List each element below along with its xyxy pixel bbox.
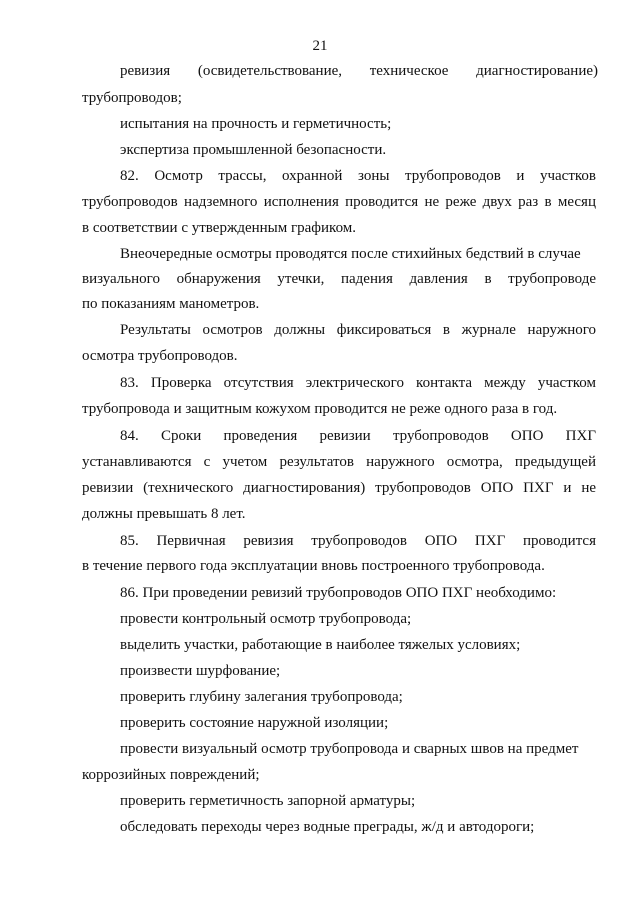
text-line: обследовать переходы через водные преграды, ж/д и автодороги; [120,819,535,835]
text-line: трубопроводов надземного исполнения проводится не реже двух раз в месяц [82,194,596,210]
text-line: 82. Осмотр трассы, охранной зоны трубопроводов и участков [120,168,596,184]
text-line: трубопроводов; [82,90,182,106]
text-line: 86. При проведении ревизий трубопроводов ОПО ПХГ необходимо: [120,585,557,601]
text-line: по показаниям манометров. [82,296,260,312]
page-number: 21 [312,38,328,54]
text-line: Внеочередные осмотры проводятся после стихийных бедствий в случае [120,246,581,262]
text-line: устанавливаются с учетом результатов наружного осмотра, предыдущей [82,454,596,470]
text-line: осмотра трубопроводов. [82,348,238,364]
text-line: ревизия (освидетельствование, техническое диагностирование) [120,63,598,79]
text-line: проверить состояние наружной изоляции; [120,715,389,731]
text-line: 85. Первичная ревизия трубопроводов ОПО ПХГ проводится [120,533,596,549]
text-line: 83. Проверка отсутствия электрического контакта между участком [120,375,596,391]
text-line: провести визуальный осмотр трубопровода и сварных швов на предмет [120,741,579,757]
text-line: в течение первого года эксплуатации вновь построенного трубопровода. [82,558,545,574]
text-line: провести контрольный осмотр трубопровода; [120,611,412,627]
text-line: экспертиза промышленной безопасности. [120,142,387,158]
text-line: 84. Сроки проведения ревизии трубопроводов ОПО ПХГ [120,428,596,444]
text-line: коррозийных повреждений; [82,767,260,783]
text-line: испытания на прочность и герметичность; [120,116,392,132]
text-line: визуального обнаружения утечки, падения давления в трубопроводе [82,271,596,287]
text-line: проверить глубину залегания трубопровода; [120,689,403,705]
text-line: проверить герметичность запорной арматуры; [120,793,416,809]
text-line: ревизии (технического диагностирования) трубопроводов ОПО ПХГ и не [82,480,596,496]
text-line: в соответствии с утвержденным графиком. [82,220,357,236]
text-line: Результаты осмотров должны фиксироваться в журнале наружного [120,322,596,338]
text-line: выделить участки, работающие в наиболее тяжелых условиях; [120,637,521,653]
text-line: произвести шурфование; [120,663,281,679]
text-line: должны превышать 8 лет. [82,506,246,522]
text-line: трубопровода и защитным кожухом проводится не реже одного раза в год. [82,401,558,417]
